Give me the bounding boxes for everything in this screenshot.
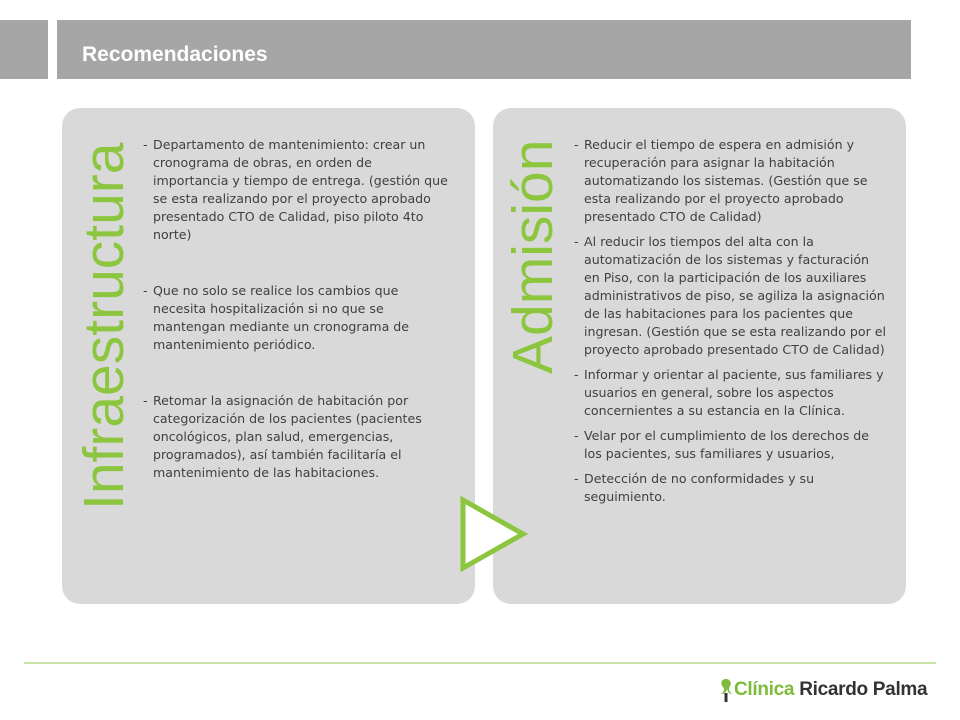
list-item: - Que no solo se realice los cambios que necesita hospitalización si no que se mantengan mediante un cronograma de mantenimiento periódico. [143,282,451,354]
infraestructura-list [143,136,451,520]
list-item: - Al reducir los tiempos del alta con la automatización de los sistemas y facturación en Piso, con la participación de los auxiliares administrativos de piso, se agiliza la asignación de las habitaciones para los pacientes que ingresan. (Gestión que se esta realizando por el proyecto aprobado presentado CTO de Calidad) [574,233,886,359]
panel-title-admision: Admisión [501,139,565,374]
triangle-outline-right-icon [459,494,529,574]
list-item: - Detección de no conformidades y su seguimiento. [574,470,886,506]
page-title: Recomendaciones [82,42,268,66]
panel-title-infraestructura: Infraestructura [72,142,136,510]
clinic-logo [718,676,927,704]
clinic-logo-text: Clínica Ricardo Palma [734,679,928,700]
clinic-logo-icon [718,677,734,703]
footer-divider [24,662,936,664]
admision-list [574,136,886,513]
list-item: - Reducir el tiempo de espera en admisión y recuperación para asignar la habitación automatizando los sistemas. (Gestión que se esta realizando por el proyecto aprobado presentado CTO de Calidad) [574,136,886,226]
list-item: - Retomar la asignación de habitación por categorización de los pacientes (pacientes oncológicos, plan salud, emergencias, programados), así también facilitaría el mantenimiento de las habitaciones. [143,392,451,482]
header-bar [57,20,911,79]
list-item: - Velar por el cumplimiento de los derechos de los pacientes, sus familiares y usuarios, [574,427,886,463]
list-item: - Departamento de mantenimiento: crear un cronograma de obras, en orden de importancia y tiempo de entrega. (gestión que se esta realizando por el proyecto aprobado presentado CTO de Calidad, piso piloto 4to norte) [143,136,451,244]
header-accent-square [0,20,48,79]
list-item: - Informar y orientar al paciente, sus familiares y usuarios en general, sobre los aspectos concernientes a su estancia en la Clínica. [574,366,886,420]
